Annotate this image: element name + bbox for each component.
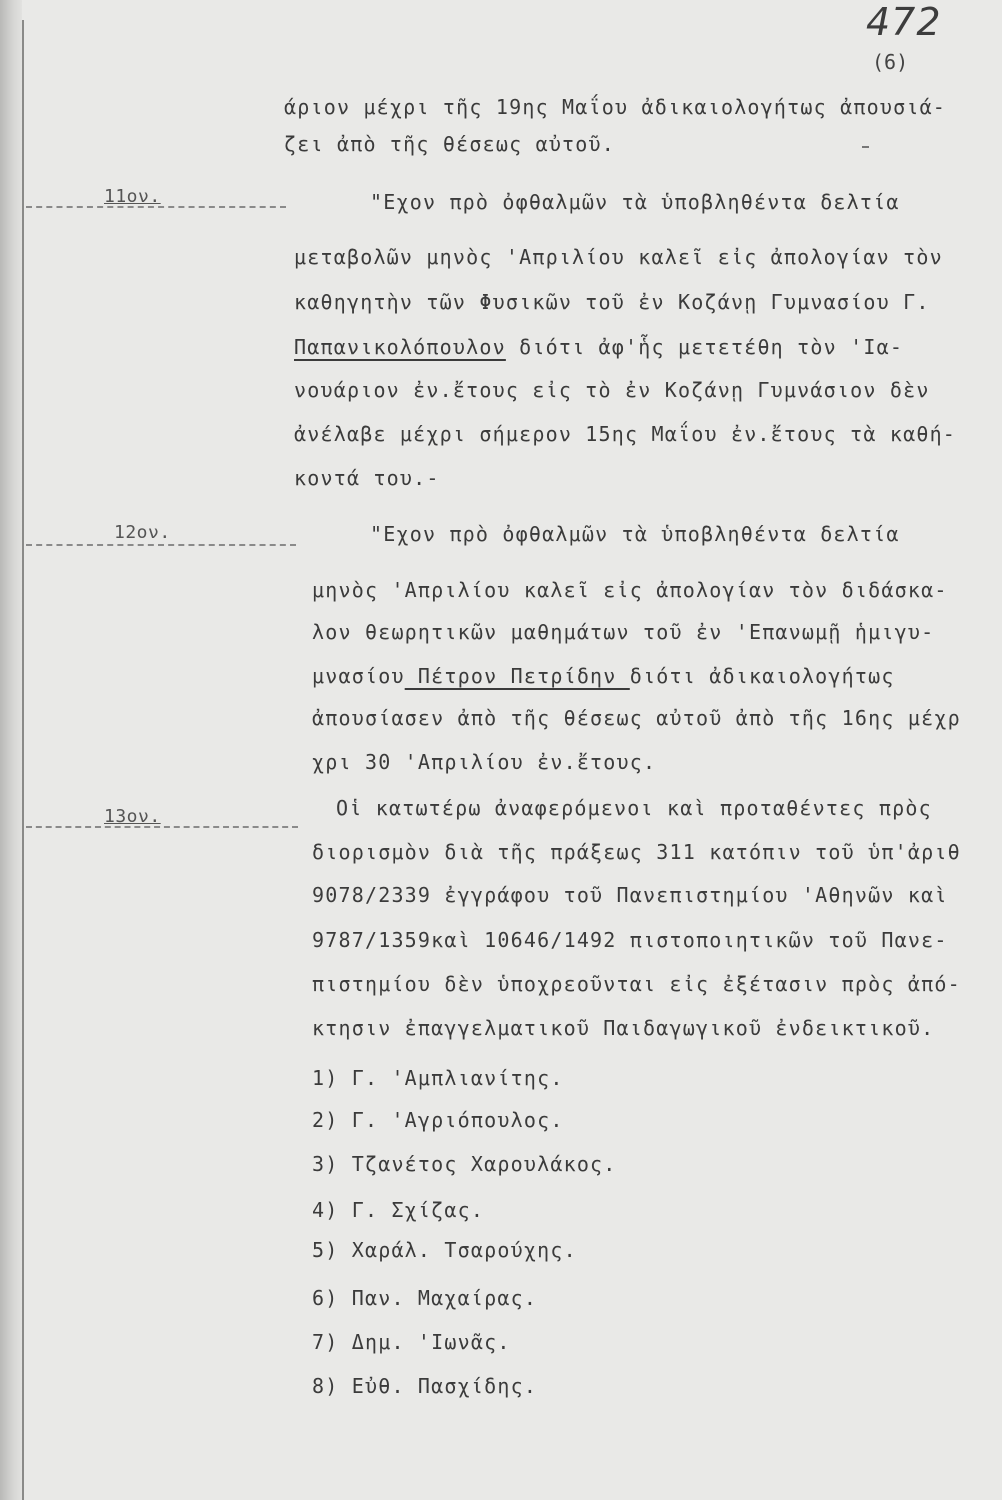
page-number: (6) [872, 50, 909, 74]
text-line: "Εχον πρὸ ὀφθαλμῶν τὰ ὑποβληθέντα δελτία [370, 190, 900, 214]
text-line: καθηγητὴν τῶν Φυσικῶν τοῦ ἐν Κοζάνῃ Γυμνασίου Γ. [294, 290, 930, 314]
binding-edge [0, 0, 22, 1500]
text-line: λον θεωρητικῶν μαθημάτων τοῦ ἐν 'Επανωμῇ ἡμιγυ- [312, 620, 935, 644]
list-item: 8) Εὐθ. Πασχίδης. [312, 1374, 538, 1398]
text-line: κοντά του.- [294, 466, 440, 490]
text-line: χρι 30 'Απριλίου ἐν.ἔτους. [312, 750, 657, 774]
stray-mark [862, 146, 869, 148]
margin-rule [26, 826, 298, 828]
text-line: ἀπουσίασεν ἀπὸ τῆς θέσεως αὐτοῦ ἀπὸ τῆς 16ης μέχρ [312, 706, 961, 730]
list-item: 4) Γ. Σχίζας. [312, 1198, 485, 1222]
text-line: κτησιν ἐπαγγελματικοῦ Παιδαγωγικοῦ ἐνδεικτικοῦ. [312, 1016, 935, 1040]
text-line: Παπανικολόπουλον διότι ἀφ'ἧς μετετέθη τὸν 'Ια- [294, 335, 904, 359]
binding-line [22, 20, 24, 1500]
text-line: 9078/2339 ἐγγράφου τοῦ Πανεπιστημίου 'Αθηνῶν καὶ [312, 883, 948, 907]
text-line: ζει ἀπὸ τῆς θέσεως αὐτοῦ. [284, 132, 616, 156]
list-item: 2) Γ. 'Αγριόπουλος. [312, 1108, 564, 1132]
folio-number: 472 [866, 0, 942, 44]
section-marker: 12ον. [114, 522, 171, 543]
text-line: διορισμὸν διὰ τῆς πράξεως 311 κατόπιν τοῦ ὑπ'ἀριθ [312, 840, 961, 864]
text-line: 9787/1359καὶ 10646/1492 πιστοποιητικῶν τοῦ Πανε- [312, 928, 948, 952]
text-line: Οἱ κατωτέρω ἀναφερόμενοι καὶ προταθέντες πρὸς [336, 796, 932, 820]
text-line: νουάριον ἐν.ἔτους εἰς τὸ ἐν Κοζάνῃ Γυμνάσιον δὲν [294, 378, 930, 402]
section-marker: 11ον. [104, 186, 161, 207]
text-line: "Εχον πρὸ ὀφθαλμῶν τὰ ὑποβληθέντα δελτία [370, 522, 900, 546]
list-item: 5) Χαράλ. Τσαρούχης. [312, 1238, 577, 1262]
list-item: 3) Τζανέτος Χαρουλάκος. [312, 1152, 617, 1176]
text-line: ἀνέλαβε μέχρι σήμερον 15ης Μαΐου ἐν.ἔτους τὰ καθή- [294, 422, 957, 446]
underlined-name: Πέτρον Πετρίδην [404, 664, 630, 688]
text-line: άριον μέχρι τῆς 19ης Μαΐου ἀδικαιολογήτως ἀπουσιά- [284, 95, 947, 119]
text-line: πιστημίου δὲν ὑποχρεοῦνται εἰς ἐξέτασιν πρὸς ἀπό- [312, 972, 961, 996]
underlined-name: Παπανικολόπουλον [294, 335, 506, 359]
section-marker: 13ον. [104, 806, 161, 827]
text-line: μηνὸς 'Απριλίου καλεῖ εἰς ἀπολογίαν τὸν διδάσκα- [312, 578, 948, 602]
text-line: μνασίου Πέτρον Πετρίδην διότι ἀδικαιολογήτως [312, 664, 895, 688]
list-item: 1) Γ. 'Αμπλιανίτης. [312, 1066, 564, 1090]
text-line: μεταβολῶν μηνὸς 'Απριλίου καλεῖ εἰς ἀπολογίαν τὸν [294, 245, 943, 269]
margin-rule [26, 544, 296, 546]
list-item: 7) Δημ. 'Ιωνᾶς. [312, 1330, 511, 1354]
list-item: 6) Παν. Μαχαίρας. [312, 1286, 538, 1310]
